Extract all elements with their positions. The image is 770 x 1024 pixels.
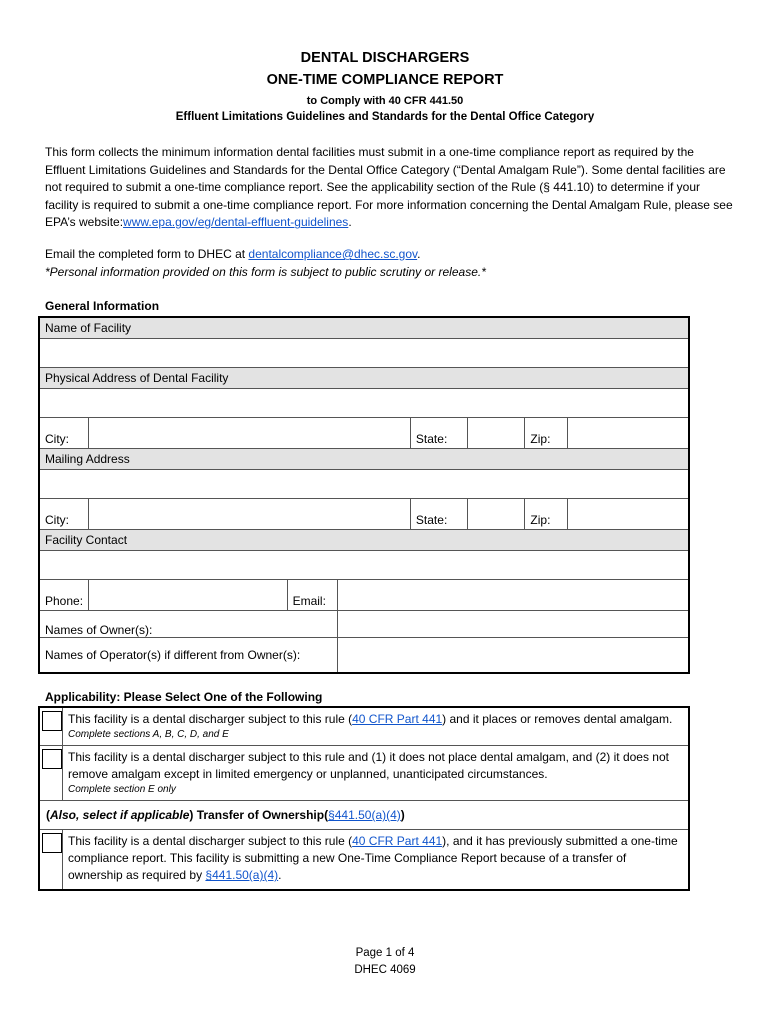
mailing-state-label: State: <box>410 499 467 530</box>
subtitle-cfr: to Comply with 40 CFR 441.50 <box>306 95 464 107</box>
mailing-address-label: Mailing Address <box>39 449 689 470</box>
general-info-table <box>38 316 690 674</box>
option1-checkbox[interactable] <box>42 711 62 731</box>
option3-end: . <box>278 868 282 882</box>
mailing-state-field[interactable] <box>467 499 525 530</box>
email-instructions <box>45 246 735 281</box>
operators-field[interactable] <box>337 638 689 674</box>
option1-post: ) and it places or removes dental amalgam. <box>442 712 673 726</box>
epa-website-link[interactable]: www.epa.gov/eg/dental-effluent-guidelines <box>123 215 349 230</box>
email-end: . <box>417 247 421 261</box>
subtitle-category: Effluent Limitations Guidelines and Standards for the Dental Office Category <box>175 111 595 123</box>
applicability-table <box>38 706 690 891</box>
transfer-heading <box>39 801 689 830</box>
transfer-link[interactable]: §441.50(a)(4) <box>328 808 401 822</box>
cfr-part-441-link[interactable]: 40 CFR Part 441 <box>352 712 443 726</box>
option3-mid: ), and it has previously submitted a one-time compliance report. This facility is submitting a new One-Time Compliance Report because of a transfer of ownership as required by <box>68 834 678 882</box>
form-number: DHEC 4069 <box>354 964 416 976</box>
option1-pre: This facility is a dental discharger subject to this rule ( <box>68 712 353 726</box>
owners-label: Names of Owner(s): <box>39 611 337 638</box>
phone-label: Phone: <box>39 580 89 611</box>
phone-field[interactable] <box>89 580 288 611</box>
title-line2: ONE-TIME COMPLIANCE REPORT <box>266 72 504 88</box>
physical-state-field[interactable] <box>467 418 525 449</box>
intro-text: This form collects the minimum information dental facilities must submit in a one-time compliance report as required by the Effluent Limitations Guidelines and Standards for the Dental Office Category (“Dental Amalgam Rule”). Some dental facilities are not required to submit a one-time compliance report. See the applicability section of the Rule (§ 441.10) to determine if your facility is required to submit a one-time compliance report. For more information concerning the Dental Amalgam Rule, please see EPA’s website: <box>45 145 733 230</box>
owners-field[interactable] <box>337 611 689 638</box>
physical-zip-label: Zip: <box>525 418 568 449</box>
option3-checkbox[interactable] <box>42 833 62 853</box>
option3-pre: This facility is a dental discharger subject to this rule ( <box>68 834 353 848</box>
mailing-city-field[interactable] <box>89 499 411 530</box>
transfer-close: ) <box>400 808 405 822</box>
intro-end: . <box>348 215 352 230</box>
email-prefix: Email the completed form to DHEC at <box>45 247 249 261</box>
operators-label: Names of Operator(s) if different from Owner(s): <box>39 638 337 674</box>
email-label: Email: <box>287 580 337 611</box>
section-441-50-link[interactable]: §441.50(a)(4) <box>205 868 279 882</box>
physical-city-field[interactable] <box>89 418 411 449</box>
option2-text <box>63 746 690 801</box>
facility-contact-field[interactable] <box>39 551 689 580</box>
transfer-open: ( <box>46 808 50 822</box>
mailing-city-label: City: <box>39 499 89 530</box>
physical-address-label: Physical Address of Dental Facility <box>39 368 689 389</box>
cfr-part-441-link-2[interactable]: 40 CFR Part 441 <box>352 834 443 848</box>
page-footer <box>0 945 770 979</box>
general-info-heading: General Information <box>45 299 160 313</box>
privacy-note: *Personal information provided on this form is subject to public scrutiny or release.* <box>45 264 486 279</box>
applicability-heading: Applicability: Please Select One of the Following <box>45 690 323 704</box>
physical-city-label: City: <box>39 418 89 449</box>
physical-address-field[interactable] <box>39 389 689 418</box>
physical-state-label: State: <box>410 418 467 449</box>
email-field[interactable] <box>337 580 689 611</box>
option3-text <box>63 830 690 891</box>
mailing-zip-field[interactable] <box>568 499 689 530</box>
facility-name-label: Name of Facility <box>39 317 689 339</box>
option2-note: Complete section E only <box>68 784 176 795</box>
option2-body: This facility is a dental discharger subject to this rule and (1) it does not place dental amalgam, and (2) it does not remove amalgam except in limited emergency or unplanned, unanticipated circumstances. <box>68 750 669 781</box>
dhec-email-link[interactable]: dentalcompliance@dhec.sc.gov <box>248 247 418 261</box>
page-number: Page 1 of 4 <box>355 947 415 959</box>
intro-paragraph <box>45 144 735 232</box>
mailing-address-field[interactable] <box>39 470 689 499</box>
transfer-mid: ) Transfer of Ownership( <box>189 808 329 822</box>
option1-note: Complete sections A, B, C, D, and E <box>68 729 229 740</box>
mailing-zip-label: Zip: <box>525 499 568 530</box>
physical-zip-field[interactable] <box>568 418 689 449</box>
title-line1: DENTAL DISCHARGERS <box>300 50 470 66</box>
facility-contact-label: Facility Contact <box>39 530 689 551</box>
facility-name-field[interactable] <box>39 339 689 368</box>
option1-text <box>63 707 690 746</box>
option2-checkbox[interactable] <box>42 749 62 769</box>
transfer-italic: Also, select if applicable <box>50 808 190 822</box>
